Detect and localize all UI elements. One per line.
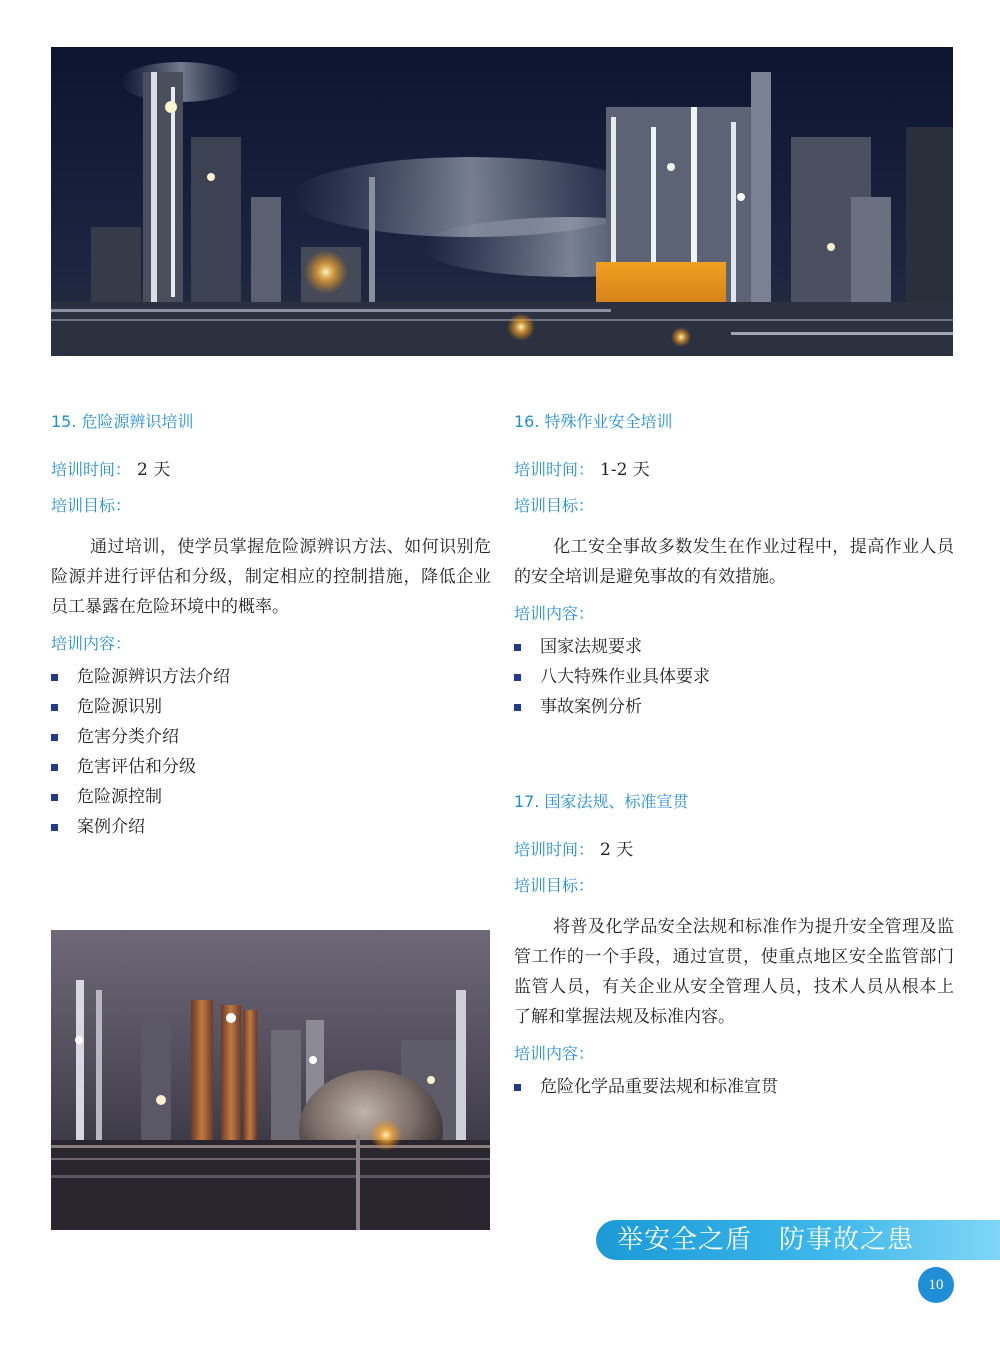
content-list — [514, 632, 954, 722]
bullet-icon — [514, 644, 521, 651]
section-title: 16. 特殊作业安全培训 — [514, 412, 673, 431]
refinery-night-photo — [51, 47, 953, 356]
goal-paragraph: 通过培训，使学员掌握危险源辨识方法、如何识别危险源并进行评估和分级，制定相应的控制措施，降低企业员工暴露在危险环境中的概率。 — [51, 537, 491, 617]
duration-label: 培训时间： — [514, 840, 595, 859]
goal-paragraph: 将普及化学品安全法规和标准作为提升安全管理及监管工作的一个手段，通过宣贯，使重点地区安全监管部门监管人员，有关企业从安全管理人员，技术人员从根本上了解和掌握法规及标准内容。 — [514, 917, 954, 1027]
bullet-icon — [51, 794, 58, 801]
list-item-text: 危险源辨识方法介绍 — [77, 667, 230, 687]
list-item-text: 国家法规要求 — [540, 637, 642, 657]
list-item — [514, 662, 954, 692]
list-item — [51, 722, 491, 752]
list-item-text: 案例介绍 — [77, 817, 145, 837]
bullet-icon — [51, 674, 58, 681]
refinery-tanks-night-photo — [51, 930, 490, 1230]
goal-label: 培训目标： — [514, 876, 595, 895]
list-item-text: 事故案例分析 — [540, 697, 642, 717]
content-label: 培训内容： — [51, 634, 132, 653]
section-regulations-standards-training — [514, 790, 954, 1102]
duration-value: 2 天 — [600, 840, 634, 860]
list-item — [514, 1072, 954, 1102]
page-number: 10 — [918, 1267, 954, 1303]
section-title: 17. 国家法规、标准宣贯 — [514, 792, 689, 811]
list-item-text: 危险源识别 — [77, 697, 162, 717]
bullet-icon — [51, 764, 58, 771]
duration-value: 1-2 天 — [600, 460, 650, 480]
list-item — [514, 692, 954, 722]
list-item-text: 危害分类介绍 — [77, 727, 179, 747]
section-hazard-identification-training — [51, 410, 491, 842]
goal-label: 培训目标： — [51, 496, 132, 515]
list-item-text: 八大特殊作业具体要求 — [540, 667, 710, 687]
duration-label: 培训时间： — [514, 460, 595, 479]
list-item-text: 危险源控制 — [77, 787, 162, 807]
list-item-text: 危害评估和分级 — [77, 757, 196, 777]
training-duration — [514, 838, 954, 862]
list-item — [51, 752, 491, 782]
content-list — [514, 1072, 954, 1102]
slogan-text: 举安全之盾 防事故之患 — [617, 1225, 915, 1255]
bullet-icon — [51, 734, 58, 741]
section-special-operations-training — [514, 410, 954, 722]
training-duration — [51, 458, 491, 482]
duration-label: 培训时间： — [51, 460, 132, 479]
duration-value: 2 天 — [137, 460, 171, 480]
list-item — [51, 812, 491, 842]
goal-label: 培训目标： — [514, 496, 595, 515]
list-item — [514, 632, 954, 662]
slogan-banner — [596, 1220, 1000, 1260]
training-duration — [514, 458, 954, 482]
content-label: 培训内容： — [514, 604, 595, 623]
goal-paragraph: 化工安全事故多数发生在作业过程中，提高作业人员的安全培训是避免事故的有效措施。 — [514, 537, 954, 587]
list-item-text: 危险化学品重要法规和标准宣贯 — [540, 1077, 778, 1097]
bullet-icon — [514, 704, 521, 711]
section-title: 15. 危险源辨识培训 — [51, 412, 194, 431]
list-item — [51, 692, 491, 722]
bullet-icon — [51, 824, 58, 831]
bullet-icon — [514, 1084, 521, 1091]
bullet-icon — [514, 674, 521, 681]
list-item — [51, 782, 491, 812]
content-label: 培训内容： — [514, 1044, 595, 1063]
bullet-icon — [51, 704, 58, 711]
list-item — [51, 662, 491, 692]
content-list — [51, 662, 491, 842]
